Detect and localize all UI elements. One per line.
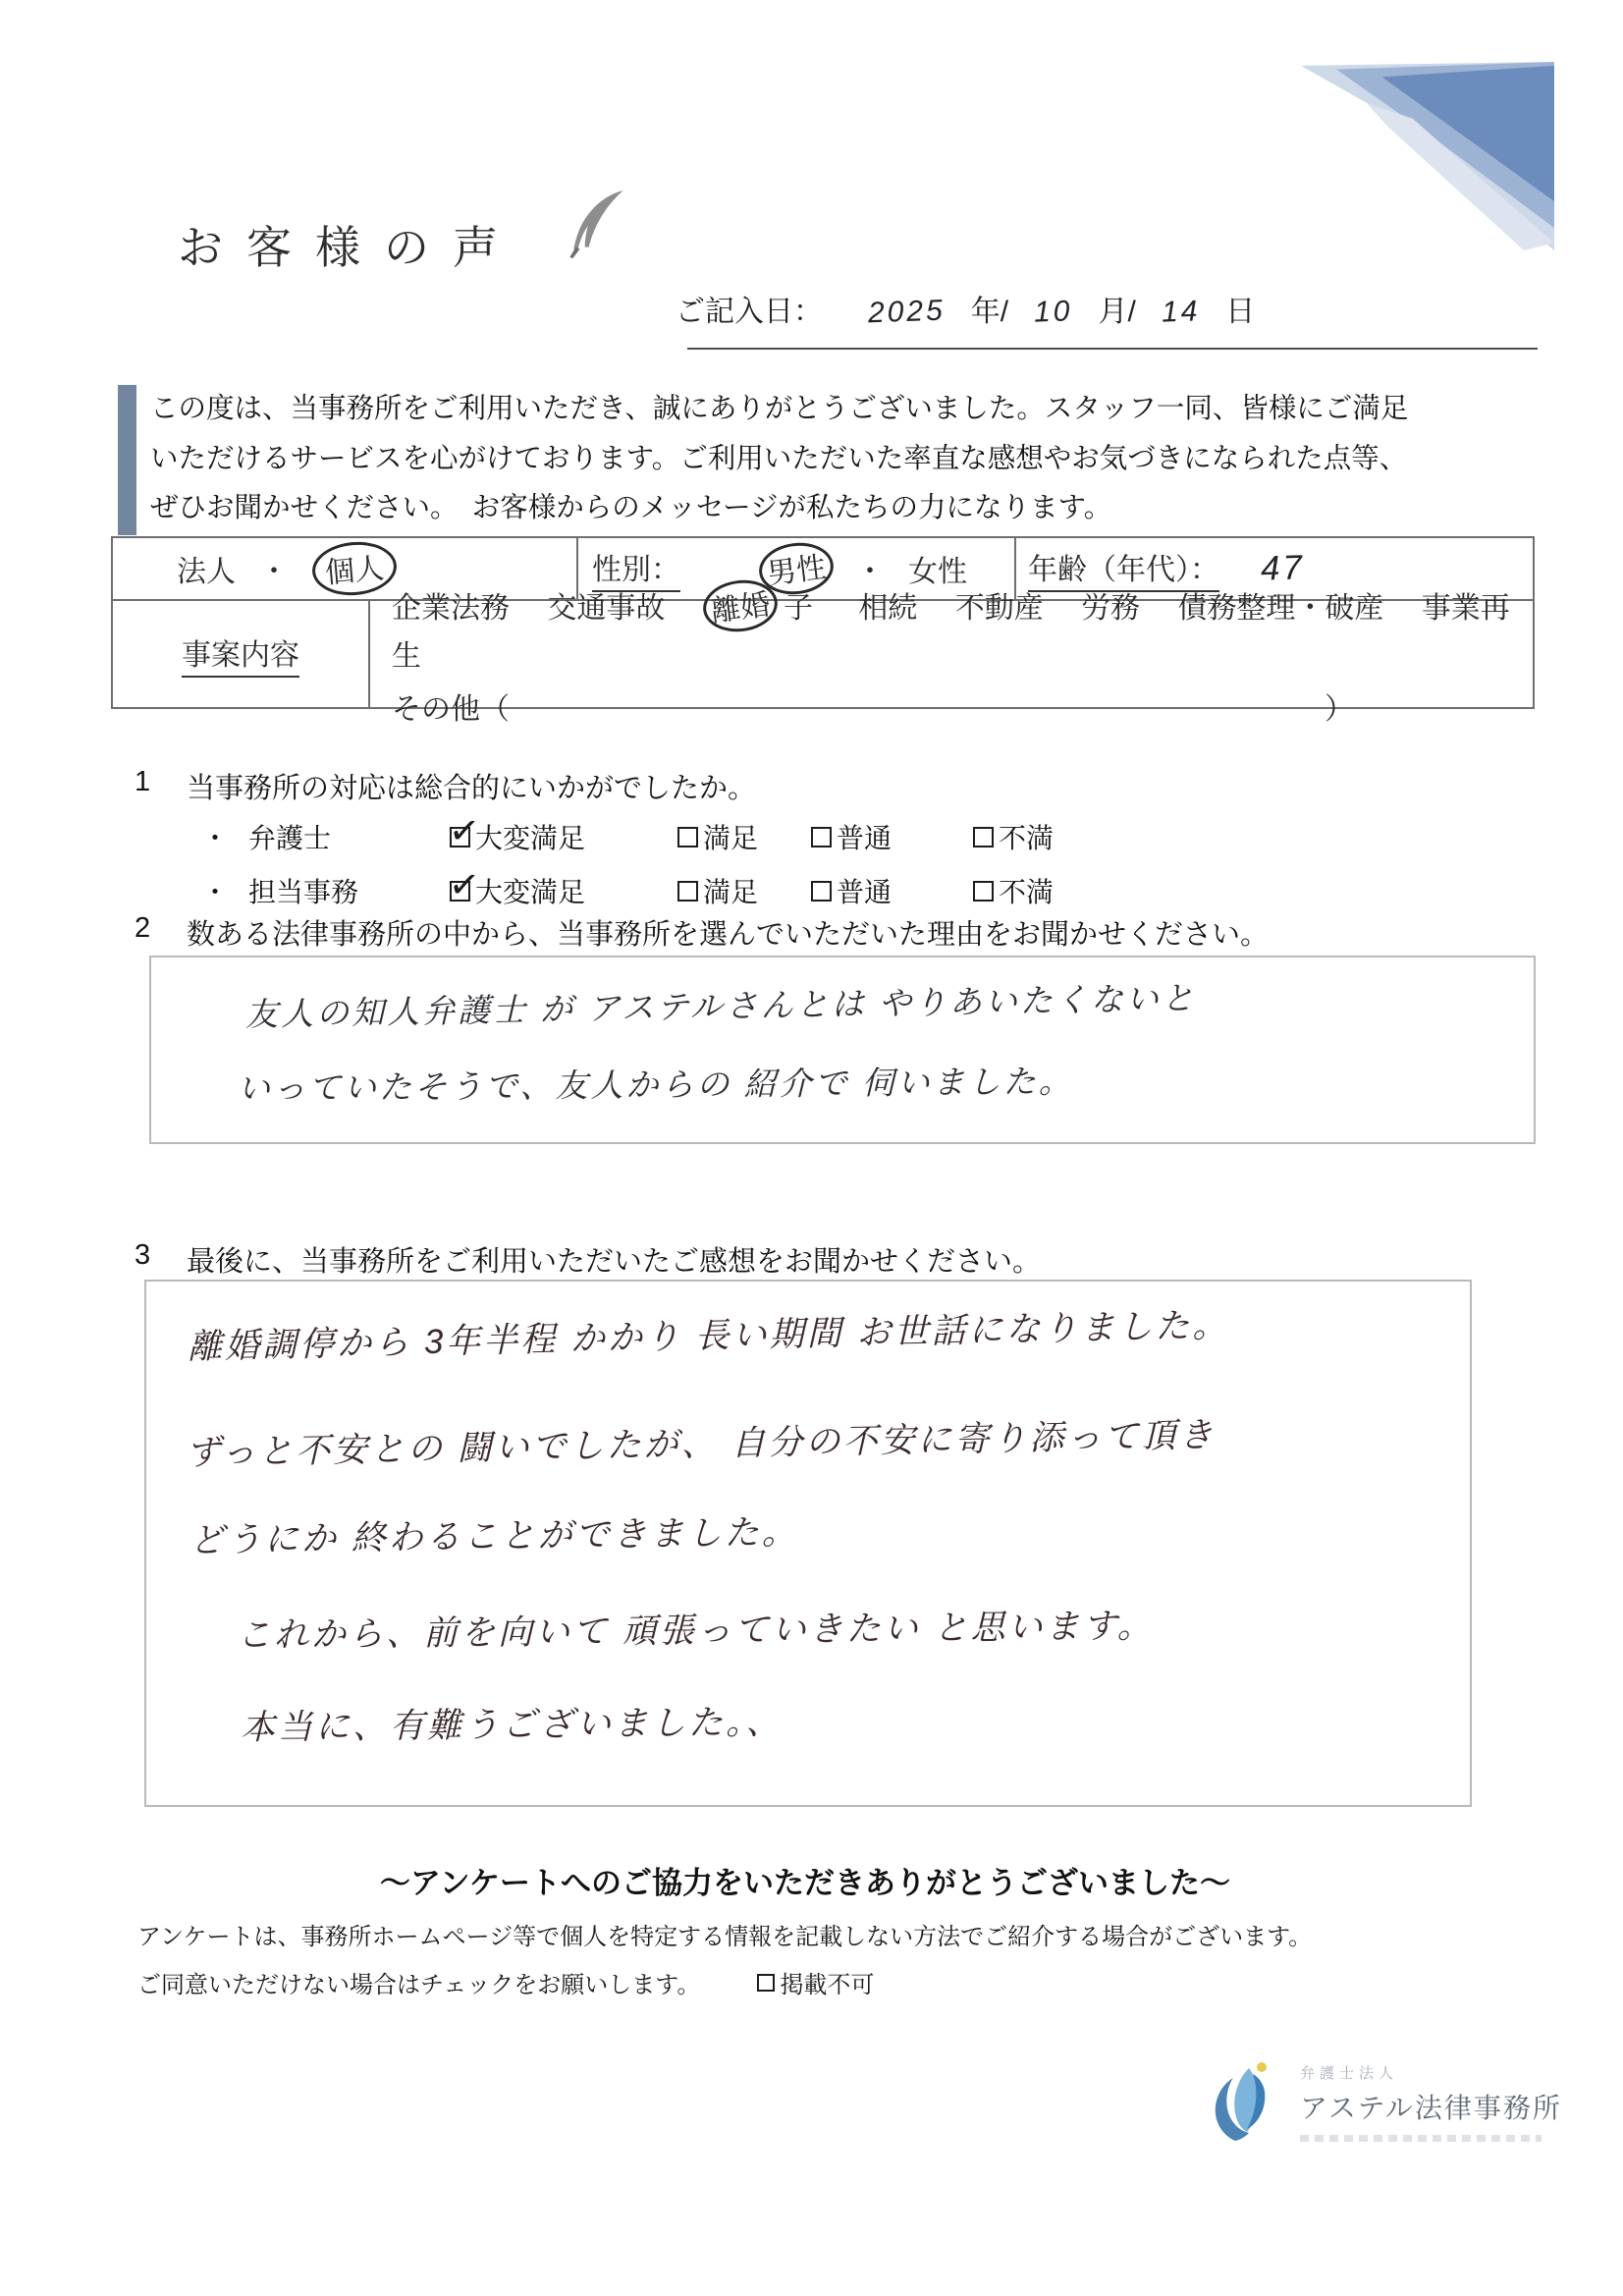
checkbox-icon [811,827,832,847]
date-row [676,287,1280,330]
q1-text: 当事務所の対応は総合的にいかがでしたか。 [187,773,757,804]
case-other-line [392,684,1533,728]
q3-text: 最後に、当事務所をご利用いただいたご感想をお聞かせください。 [187,1246,1042,1278]
q1-row-staff [135,862,1055,910]
q3-answer-line: ずっと不安との 闘いでしたが、 自分の不安に寄り添って頂き [185,1415,1217,1473]
check-mark: ✓ [446,862,485,908]
entity-individual-circled: 個人 [310,538,399,598]
no-publish-checkbox-icon [757,1974,775,1992]
case-header-cell [113,601,370,707]
bullet: ・ [201,823,230,853]
option-satisfied [677,871,811,910]
checkbox-icon [973,827,994,847]
corner-wing-decoration [1301,62,1554,250]
option-label: 普通 [837,823,893,853]
case-item: 相続 [858,592,918,625]
q3-answer-line: これから、前を向いて 頑張っていきたい と思います。 [236,1607,1155,1655]
option-label: 満足 [703,823,759,853]
date-year-value: 2025 [867,294,947,330]
checkbox-checked-icon [446,808,485,854]
option-very-satisfied [446,862,677,910]
option-label: 不満 [999,877,1055,907]
checkbox-icon [811,881,832,902]
option-unsatisfied [973,871,1054,910]
case-items-line [392,580,1533,675]
check-mark: ✓ [446,808,485,854]
consent-text: ご同意いただけない場合はチェックをお願いします。 [137,1972,701,1998]
q2-answer-line: いっていたそうで、友人からの 紹介で 伺いました。 [237,1063,1074,1107]
entity-dot: ・ [259,556,289,588]
q2-text: 数ある法律事務所の中から、当事務所を選んでいただいた理由をお聞かせください。 [187,919,1270,951]
intro-line: この度は、当事務所をご利用いただき、誠にありがとうございました。スタッフ一同、皆様にご満足 [150,393,1409,424]
date-underline [687,348,1538,350]
intro-paragraph [150,384,1525,533]
q3-answer-line: どうにか 終わることができました。 [189,1512,800,1560]
q3-answer-box [144,1280,1472,1807]
firm-logo [1206,2058,1562,2149]
entity-corp: 法人 [177,556,236,588]
gender-label: 性別： [592,545,680,592]
q1-number: 1 [135,766,151,797]
logo-tagline [1300,2135,1542,2142]
q1-row-label: 担当事務 [248,877,359,907]
gender-dot: ・ [855,556,885,588]
bullet: ・ [201,877,230,907]
q2-heading [135,912,1269,953]
checkbox-checked-icon [446,862,485,908]
case-item-divorce-circled: 離婚 [700,576,781,636]
date-day-unit: 日 [1225,296,1256,328]
case-item: 労務 [1081,592,1141,625]
case-item: 債務整理・破産 [1177,592,1384,625]
date-month-unit: 月/ [1098,296,1136,328]
option-very-satisfied [446,808,677,856]
gender-male-circled: 男性 [756,539,837,599]
q3-answer-line: 本当に、有難うございました。、 [240,1703,784,1747]
date-day-value: 14 [1161,295,1201,329]
q2-answer-box [149,956,1536,1144]
option-label: 不満 [999,823,1055,853]
logo-firm-type: 弁護士法人 [1300,2065,1399,2082]
q1-heading [135,766,756,806]
intro-accent-bar [118,385,136,535]
case-item: 事業再生 [392,592,1510,673]
feather-icon [566,189,626,259]
case-item: 不動産 [954,592,1044,625]
option-label: 大変満足 [475,877,586,907]
case-other-close: ） [1325,693,1354,726]
date-year-unit: 年/ [970,296,1009,328]
profile-table [111,536,1535,726]
thanks-line: ～アンケートへのご協力をいただきありがとうございました～ [379,1866,1231,1900]
q1-row-lawyer [135,808,1055,856]
date-month-value: 10 [1033,295,1074,329]
option-label: 普通 [837,877,893,907]
option-neutral [811,817,973,856]
option-neutral [811,871,973,910]
case-items-cell [370,588,1533,726]
sail-logo-icon [1206,2058,1284,2149]
q1-row-label: 弁護士 [248,823,332,853]
option-label: 大変満足 [475,823,586,853]
intro-line: いただけるサービスを心がけております。ご利用いただいた率直な感想やお気づきになられた点等、 [150,442,1408,474]
intro-line: ぜひお聞かせください。 お客様からのメッセージが私たちの力になります。 [150,492,1112,523]
page-title: お客様の声 [178,222,521,273]
case-label: 事案内容 [182,630,299,678]
gender-female: 女性 [908,556,967,588]
case-other-open: その他（ [392,693,510,726]
q3-heading [135,1239,1041,1280]
case-item: 交通事故 [547,592,666,625]
footer-note-1: アンケートは、事務所ホームページ等で個人を特定する情報を記載しない方法でご紹介する場合がございます。 [137,1924,1313,1950]
q2-number: 2 [135,912,151,944]
age-value: 47 [1260,548,1306,588]
checkbox-icon [973,881,994,902]
no-publish-label: 掲載不可 [780,1972,875,1998]
q3-answer-line: 離婚調停から 3年半程 かかり 長い期間 お世話になりました。 [187,1305,1230,1367]
footer-note-2 [137,1965,874,1999]
date-label: ご記入日： [676,296,823,328]
age-label: 年齢（年代）： [1028,545,1219,592]
logo-firm-name: アステル法律事務所 [1300,2093,1562,2123]
option-label: 満足 [703,877,759,907]
checkbox-icon [677,881,698,902]
checkbox-icon [677,827,698,847]
q2-answer-line: 友人の知人弁護士 が アステルさんとは やりあいたくないと [244,979,1198,1033]
option-unsatisfied [973,817,1054,856]
case-item: 子 [784,592,814,625]
q3-number: 3 [135,1239,151,1271]
option-satisfied [677,817,811,856]
case-item: 企業法務 [392,592,510,625]
